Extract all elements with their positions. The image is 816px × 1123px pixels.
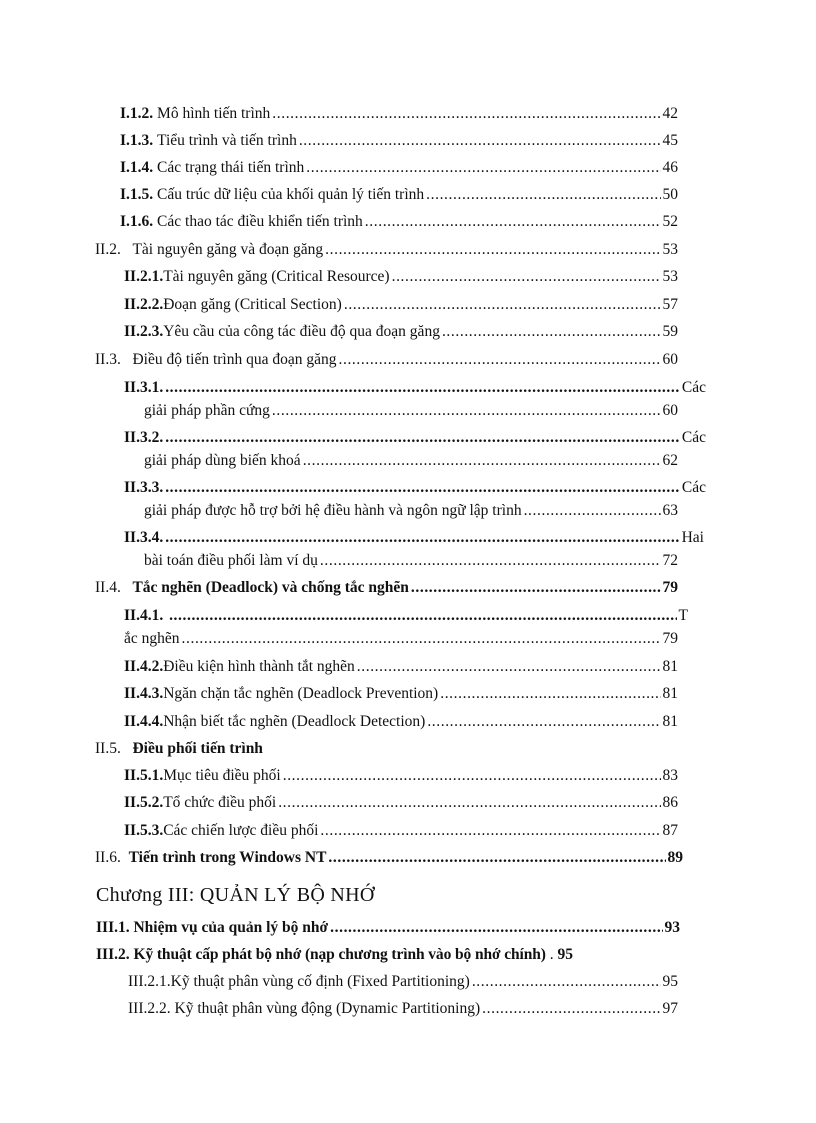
dot-leader — [440, 684, 660, 704]
toc-entry[interactable] — [124, 766, 678, 786]
toc-entry-number: II.4.4. — [124, 713, 164, 730]
toc-entry-wrapped[interactable] — [124, 428, 706, 448]
toc-entry-continuation — [144, 501, 678, 521]
toc-entry-page: 97 — [662, 1000, 678, 1017]
toc-entry-number: II.5.1. — [124, 767, 164, 784]
toc-entry-page: 42 — [662, 105, 678, 122]
toc-entry-title-rest: ắc nghẽn — [124, 630, 180, 647]
toc-entry-number: II.4.3. — [124, 685, 164, 702]
toc-entry-title: Các trạng thái tiến trình — [157, 159, 305, 176]
toc-entry[interactable] — [124, 657, 678, 677]
dot-leader — [272, 104, 660, 124]
dot-leader — [442, 322, 661, 342]
toc-entry-title: Kỹ thuật phân vùng động (Dynamic Partitioning) — [174, 1000, 481, 1017]
dot-leader — [272, 401, 661, 421]
toc-entry[interactable] — [124, 267, 678, 287]
dot-leader — [482, 999, 660, 1019]
toc-entry-number: II.5.2. — [124, 794, 164, 811]
dot-leader — [306, 158, 660, 178]
dot-leader — [427, 712, 660, 732]
toc-entry-page: 53 — [662, 268, 678, 285]
toc-section-number: III.2. — [96, 946, 130, 963]
dot-leader — [320, 821, 660, 841]
toc-section-title: Tài nguyên găng và đoạn găng — [132, 241, 324, 258]
toc-section-number: II.5. — [95, 740, 121, 757]
toc-entry-continuation — [144, 451, 678, 471]
toc-section-title: Điều độ tiến trình qua đoạn găng — [132, 351, 337, 368]
toc-entry-page: 62 — [662, 452, 678, 469]
dot-leader — [524, 501, 661, 521]
toc-entry-number: II.3.3. — [124, 479, 164, 496]
toc-entry-title: Nhận biết tắc nghẽn (Deadlock Detection) — [163, 713, 426, 730]
toc-entry-page: 87 — [662, 822, 678, 839]
toc-entry[interactable] — [124, 684, 678, 704]
toc-section[interactable]: III.2. Kỹ thuật cấp phát bộ nhớ (nạp chương trình vào bộ nhớ chính) . 95 — [96, 946, 573, 963]
toc-entry[interactable] — [128, 972, 678, 992]
dot-leader — [392, 267, 661, 287]
toc-section-page: 93 — [664, 919, 680, 936]
toc-entry-title: Điều kiện hình thành tắt nghẽn — [163, 658, 355, 675]
toc-entry[interactable] — [120, 131, 678, 151]
toc-entry-page: 83 — [662, 767, 678, 784]
toc-section[interactable] — [95, 739, 263, 759]
dot-leader — [472, 972, 661, 992]
toc-entry-title-start: T — [678, 607, 688, 624]
toc-entry-number: II.5.3. — [124, 822, 164, 839]
toc-section[interactable] — [95, 350, 678, 370]
toc-entry-number: II.2.1. — [124, 268, 164, 285]
toc-entry-title: Các chiến lược điều phối — [163, 822, 319, 839]
toc-entry-title: Tiểu trình và tiến trình — [157, 132, 297, 149]
toc-section-title: Tắc nghẽn (Deadlock) và chống tắc nghẽn — [132, 579, 409, 596]
toc-entry-page: 95 — [662, 973, 678, 990]
toc-entry-page: 81 — [662, 658, 678, 675]
toc-entry[interactable] — [120, 104, 678, 124]
dot-leader — [283, 766, 661, 786]
toc-section-title: Điều phối tiến trình — [132, 740, 263, 757]
dot-leader — [325, 240, 660, 260]
dot-leader — [182, 629, 661, 649]
toc-section[interactable] — [95, 240, 678, 260]
toc-entry-page: 46 — [662, 159, 678, 176]
toc-entry-page: 81 — [662, 685, 678, 702]
toc-entry[interactable] — [120, 212, 678, 232]
dot-leader — [411, 578, 661, 598]
toc-entry-title-rest: giải pháp phần cứng — [144, 402, 270, 419]
toc-entry-title: Tổ chức điều phối — [163, 794, 277, 811]
toc-entry-number: I.1.3. — [120, 132, 154, 149]
toc-entry-continuation — [144, 401, 678, 421]
toc-entry-title: Cấu trúc dữ liệu của khối quản lý tiến trình — [157, 186, 425, 203]
toc-entry-title: Kỹ thuật phân vùng cố định (Fixed Partitioning) — [170, 973, 470, 990]
toc-entry-wrapped[interactable] — [124, 606, 688, 626]
toc-entry-number: II.3.2. — [124, 429, 164, 446]
toc-entry-number: II.4.2. — [124, 658, 164, 675]
toc-entry-page: 57 — [662, 296, 678, 313]
toc-entry-number: I.1.6. — [120, 213, 154, 230]
toc-entry-title: Ngăn chặn tắc nghẽn (Deadlock Prevention) — [163, 685, 439, 702]
toc-entry-number: I.1.2. — [120, 105, 154, 122]
dot-leader — [165, 478, 680, 498]
dot-leader — [339, 350, 661, 370]
dot-leader — [165, 378, 680, 398]
toc-section-page: 89 — [667, 849, 683, 866]
toc-entry[interactable] — [124, 821, 678, 841]
toc-section-title: Nhiệm vụ của quản lý bộ nhớ — [133, 919, 329, 936]
dot-leader — [357, 657, 661, 677]
dot-leader — [299, 131, 661, 151]
toc-entry-number: II.2.3. — [124, 323, 164, 340]
dot-leader — [165, 428, 680, 448]
toc-entry-number: I.1.4. — [120, 159, 154, 176]
toc-entry-title: Các thao tác điều khiển tiến trình — [157, 213, 363, 230]
toc-entry-page: 79 — [662, 630, 678, 647]
dot-leader — [165, 528, 679, 548]
toc-section-number: III.1. — [96, 919, 130, 936]
toc-section-page: 95 — [557, 946, 573, 963]
toc-section-page: 60 — [662, 351, 678, 368]
toc-section-number: II.2. — [95, 241, 121, 258]
toc-entry-page: 81 — [662, 713, 678, 730]
toc-entry-page: 86 — [662, 794, 678, 811]
toc-entry-title: Mô hình tiến trình — [157, 105, 271, 122]
toc-entry-title: Mục tiêu điều phối — [163, 767, 281, 784]
toc-section[interactable] — [95, 578, 678, 598]
toc-entry-wrapped[interactable] — [124, 528, 704, 548]
toc-entry-wrapped[interactable] — [124, 478, 706, 498]
toc-entry-page: 63 — [662, 502, 678, 519]
toc-entry-number: III.2.1. — [128, 973, 171, 990]
toc-entry[interactable] — [124, 322, 678, 342]
toc-entry-title-start: Các — [681, 479, 706, 496]
toc-entry-continuation — [144, 551, 678, 571]
toc-entry-title-rest: giải pháp dùng biến khoá — [144, 452, 301, 469]
toc-entry-page: 50 — [662, 186, 678, 203]
toc-entry-title-start: Hai — [681, 529, 704, 546]
toc-entry-number: II.3.1. — [124, 379, 164, 396]
toc-entry-page: 72 — [662, 552, 678, 569]
toc-entry-title: Tài nguyên găng (Critical Resource) — [163, 268, 390, 285]
dot-leader — [303, 451, 661, 471]
toc-entry-continuation — [124, 629, 678, 649]
toc-section[interactable] — [96, 918, 680, 938]
toc-section-number: II.4. — [95, 579, 121, 596]
toc-entry-page: 45 — [662, 132, 678, 149]
toc-entry-number: III.2.2. — [128, 1000, 171, 1017]
toc-section-number: II.3. — [95, 351, 121, 368]
dot-leader — [330, 918, 662, 938]
toc-entry-title-start: Các — [681, 429, 706, 446]
dot-leader — [365, 212, 661, 232]
toc-entry-number: I.1.5. — [120, 186, 154, 203]
toc-entry-title: Đoạn găng (Critical Section) — [163, 296, 342, 313]
toc-entry[interactable] — [120, 185, 678, 205]
toc-section-page: 53 — [662, 241, 678, 258]
toc-entry-number: II.2.2. — [124, 296, 164, 313]
toc-section-title: Kỹ thuật cấp phát bộ nhớ (nạp chương trình vào bộ nhớ chính) — [133, 946, 546, 963]
dot-leader — [426, 185, 660, 205]
toc-entry[interactable] — [124, 295, 678, 315]
dot-leader — [328, 848, 665, 868]
toc-entry-title-start: Các — [681, 379, 706, 396]
toc-entry-title-rest: bài toán điều phối làm ví dụ — [144, 552, 318, 569]
toc-entry[interactable] — [124, 712, 678, 732]
toc-entry-page: 59 — [662, 323, 678, 340]
toc-entry[interactable] — [128, 999, 678, 1019]
dot-leader — [169, 606, 676, 626]
toc-entry-wrapped[interactable] — [124, 378, 706, 398]
dot-leader — [320, 551, 661, 571]
toc-entry-number: II.4.1. — [124, 607, 164, 624]
toc-entry-page: 60 — [662, 402, 678, 419]
toc-entry-title-rest: giải pháp được hỗ trợ bởi hệ điều hành và ngôn ngữ lập trình — [144, 502, 522, 519]
chapter-heading: Chương III: QUẢN LÝ BỘ NHỚ — [96, 884, 375, 906]
toc-entry-number: II.3.4. — [124, 529, 164, 546]
toc-entry[interactable] — [124, 793, 678, 813]
dot-leader — [278, 793, 660, 813]
toc-section-number: II.6. — [95, 849, 121, 866]
dot-leader — [344, 295, 661, 315]
toc-entry[interactable] — [120, 158, 678, 178]
toc-section-title: Tiến trình trong Windows NT — [128, 849, 327, 866]
toc-section[interactable] — [95, 848, 683, 868]
toc-entry-page: 52 — [662, 213, 678, 230]
toc-section-page: 79 — [662, 579, 678, 596]
toc-entry-title: Yêu cầu của công tác điều độ qua đoạn găng — [163, 323, 440, 340]
